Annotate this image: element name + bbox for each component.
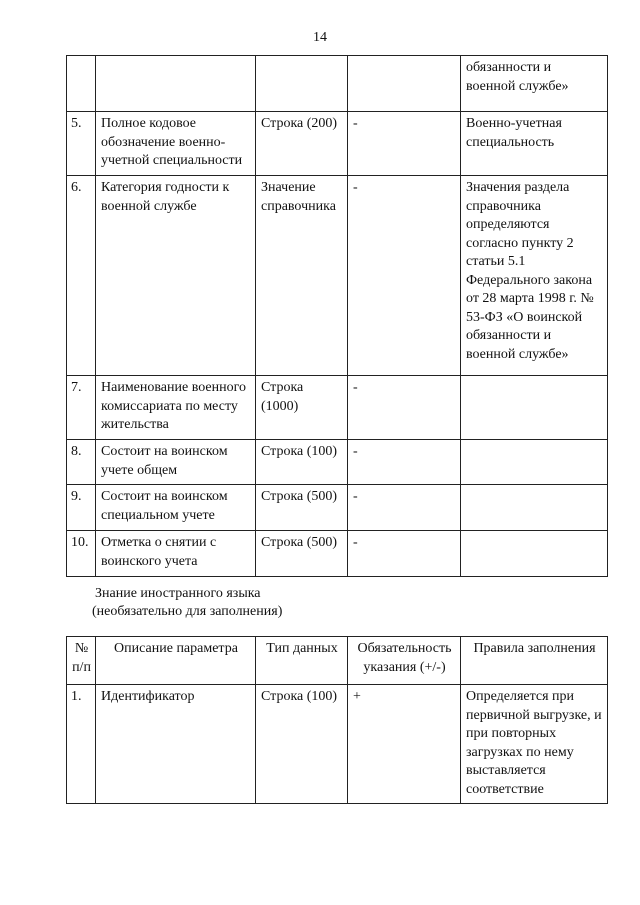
- military-registration-table: [66, 55, 608, 577]
- parameter-description: Отметка о снятии с воинского учета: [96, 531, 256, 577]
- section-title-line2: (необязательно для заполнения): [92, 604, 283, 619]
- row-number: 5.: [67, 112, 96, 176]
- table-row: [67, 112, 608, 176]
- required-flag: -: [348, 176, 461, 376]
- section-title: [92, 585, 283, 621]
- required-flag: -: [348, 440, 461, 485]
- data-type: [256, 56, 348, 112]
- data-type: Строка (200): [256, 112, 348, 176]
- fill-rules: Значения раздела справочника определяются согласно пункту 2 статьи 5.1 Федерального закона от 28 марта 1998 г. № 53-ФЗ «О воинской обязанности и военной службе»: [461, 176, 608, 376]
- data-type: Строка (100): [256, 440, 348, 485]
- table-row: [67, 176, 608, 376]
- required-flag: +: [348, 685, 461, 804]
- required-flag: -: [348, 531, 461, 577]
- parameter-description: Категория годности к военной службе: [96, 176, 256, 376]
- row-number: 8.: [67, 440, 96, 485]
- row-number: 6.: [67, 176, 96, 376]
- header-required: Обязательность указания (+/-): [348, 637, 461, 685]
- fill-rules: обязанности и военной службе»: [461, 56, 608, 112]
- header-type: Тип данных: [256, 637, 348, 685]
- page-number: 14: [313, 30, 327, 45]
- data-type: Значение справочника: [256, 176, 348, 376]
- table-row: [67, 485, 608, 531]
- fill-rules: Определяется при первичной выгрузке, и при повторных загрузках по нему выставляется соответствие: [461, 685, 608, 804]
- parameter-description: Состоит на воинском учете общем: [96, 440, 256, 485]
- data-type: Строка (500): [256, 485, 348, 531]
- fill-rules: Военно-учетная специальность: [461, 112, 608, 176]
- table-header-row: [67, 637, 608, 685]
- header-rules: Правила заполнения: [461, 637, 608, 685]
- parameter-description: Наименование военного комиссариата по месту жительства: [96, 376, 256, 440]
- row-number: 1.: [67, 685, 96, 804]
- required-flag: -: [348, 485, 461, 531]
- fill-rules: [461, 531, 608, 577]
- table-row: [67, 56, 608, 112]
- parameter-description: Полное кодовое обозначение военно-учетной специальности: [96, 112, 256, 176]
- required-flag: -: [348, 376, 461, 440]
- fill-rules: [461, 376, 608, 440]
- parameter-description: [96, 56, 256, 112]
- parameter-description: Состоит на воинском специальном учете: [96, 485, 256, 531]
- header-description: Описание параметра: [96, 637, 256, 685]
- data-type: Строка (100): [256, 685, 348, 804]
- data-type: Строка (500): [256, 531, 348, 577]
- table-row: [67, 376, 608, 440]
- required-flag: -: [348, 112, 461, 176]
- fill-rules: [461, 440, 608, 485]
- table-row: [67, 531, 608, 577]
- parameter-description: Идентификатор: [96, 685, 256, 804]
- section-title-line1: Знание иностранного языка: [95, 586, 261, 601]
- required-flag: [348, 56, 461, 112]
- header-num: № п/п: [67, 637, 96, 685]
- table-row: [67, 440, 608, 485]
- row-number: 10.: [67, 531, 96, 577]
- row-number: 9.: [67, 485, 96, 531]
- fill-rules: [461, 485, 608, 531]
- table-row: [67, 685, 608, 804]
- row-number: [67, 56, 96, 112]
- foreign-language-table: [66, 636, 608, 804]
- row-number: 7.: [67, 376, 96, 440]
- data-type: Строка (1000): [256, 376, 348, 440]
